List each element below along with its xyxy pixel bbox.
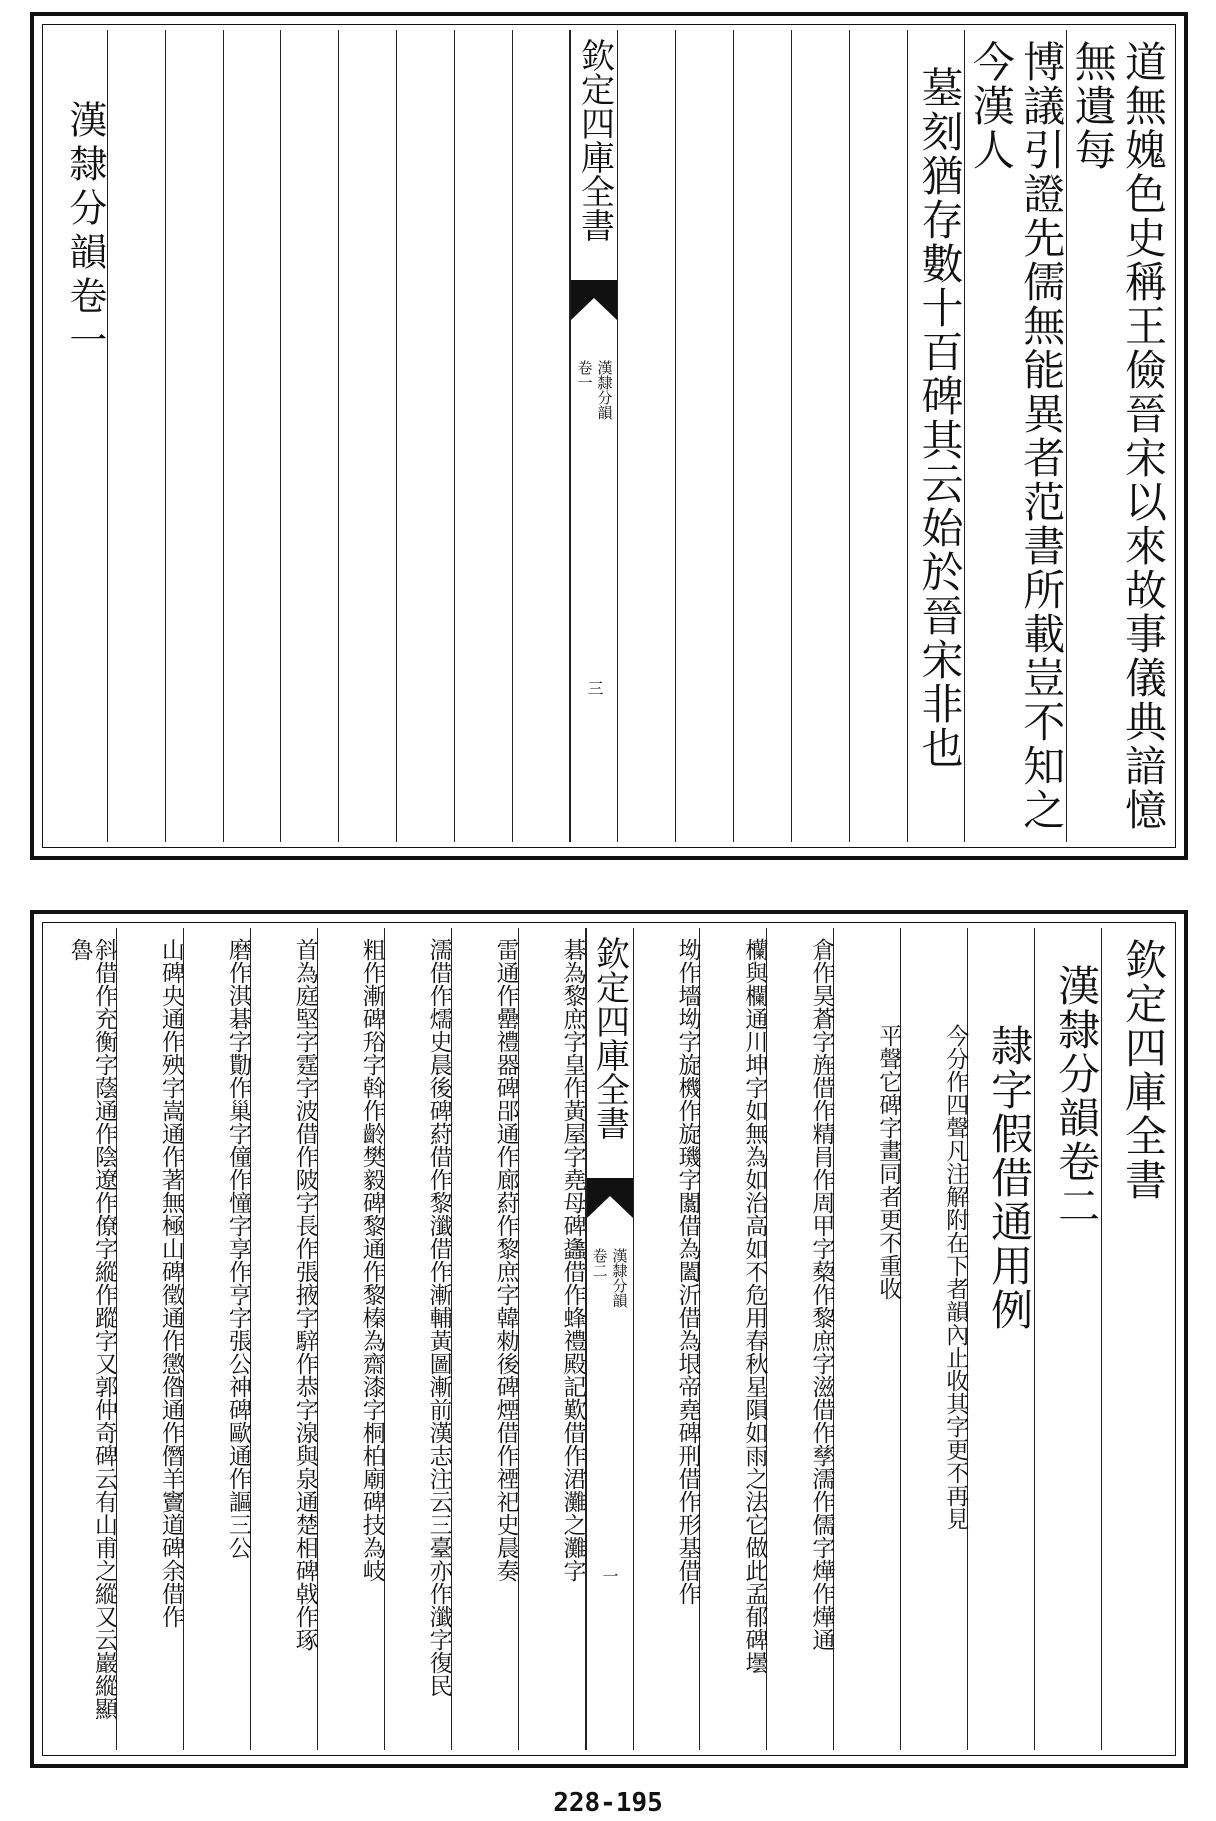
text-column: 博議引證先儒無能異者范書所載豈不知之今漢人 [965, 30, 1067, 842]
entry-column: 濡借作燸史晨後碑葤借作黎瀸借作漸輔黃圖漸前漢志注云三臺亦作瀸字復民 [385, 928, 452, 1750]
blank-column [618, 30, 676, 842]
entry-column: 粗作漸碑谸字斡作齡樊毅碑黎通作黎榛為齋漆字桐柏廟碑技為岐 [318, 928, 385, 1750]
fish-tail-mark [587, 1178, 633, 1218]
text-column: 道無媿色史稱王儉晉宋以來故事儀典諳憶無遺每 [1068, 40, 1168, 832]
note-column: 今分作四聲凡注解附在下者韻內止收其字更不再見 [901, 928, 968, 1750]
scan-page-number: 228-195 [553, 1788, 663, 1818]
blank-column [397, 30, 455, 842]
bottom-page [30, 910, 1188, 1768]
center-fold [586, 928, 634, 1750]
entry-column: 雷通作罍禮器碑郘通作廊葤作黎庶字韓勑後碑煙借作禋祀史晨奏 [452, 928, 519, 1750]
entry-column: 磨作淇碁字勩作巢字僮作憧字享作亨字張公神碑歐通作謳三公 [184, 928, 251, 1750]
entry-column: 倉作昊蒼字旌借作精肙作周甲字蔾作黎庶字滋借作孳濡作儒字燁作燁通 [767, 928, 834, 1750]
fish-tail-mark [571, 280, 617, 320]
center-fold [570, 30, 618, 842]
blank-column [455, 30, 513, 842]
entry-column: 碁為黎庶字皇作黃屋字堯母碑蠭借作蜂禮殿記歎借作涒灘之灘字 [519, 928, 586, 1750]
blank-column [792, 30, 850, 842]
blank-column [166, 30, 224, 842]
volume-title-column: 漢隸分韻卷二 [1035, 928, 1102, 1750]
fold-title: 欽定四庫全書 [589, 936, 630, 1140]
entry-column: 欗與欄通川坤字如無為如治高如不危用春秋星隕如雨之法它做此孟郁碑壜 [700, 928, 767, 1750]
section-heading-column: 隷字假借通用例 [968, 928, 1035, 1750]
blank-column [339, 30, 397, 842]
fold-title: 欽定四庫全書 [574, 38, 615, 242]
entry-column: 斜借作充衡字蔭通作陰遼作僚字縱作蹤字又郭仲奇碑云有山甫之縱又云巖縱顯魯 [50, 928, 117, 1750]
volume-end-title: 漢隸分韻卷一 [50, 30, 108, 842]
bottom-page-columns [50, 928, 1168, 1750]
text-column: 墓刻猶存數十百碑其云始於晉宋非也 [908, 30, 966, 842]
blank-column [850, 30, 908, 842]
fold-book-title: 漢隸分韻 [610, 1248, 629, 1308]
top-page-columns [50, 30, 1168, 842]
blank-column [108, 30, 166, 842]
blank-column [513, 30, 571, 842]
entry-column: 坳作墻坳字旋機作旋璣字闟借為闔沂借為垠帝堯碑刑借作形基借作 [634, 928, 701, 1750]
book-title-column: 欽定四庫全書 [1119, 938, 1168, 1202]
tone-heading-column: 平聲它碑字畫同者更不重收 [834, 928, 901, 1750]
entry-column: 首為庭堅字霆字波借作陂字長作張掖字騂作恭字湶與泉通楚相碑㦸作琢 [251, 928, 318, 1750]
entry-column: 山碑央通作殃字嵩通作著無極山碑徵通作懲偺通作僭羊竇道碑余借作 [117, 928, 184, 1750]
fold-page-number: 三 [584, 680, 604, 696]
blank-column [734, 30, 792, 842]
top-page [30, 12, 1188, 860]
fold-page-number: 一 [600, 1568, 619, 1584]
blank-column [676, 30, 734, 842]
fold-volume: 卷二 [590, 1248, 609, 1278]
fold-volume: 卷一 [575, 360, 594, 390]
blank-column [224, 30, 282, 842]
blank-column [281, 30, 339, 842]
fold-book-title: 漢隸分韻 [595, 360, 614, 420]
